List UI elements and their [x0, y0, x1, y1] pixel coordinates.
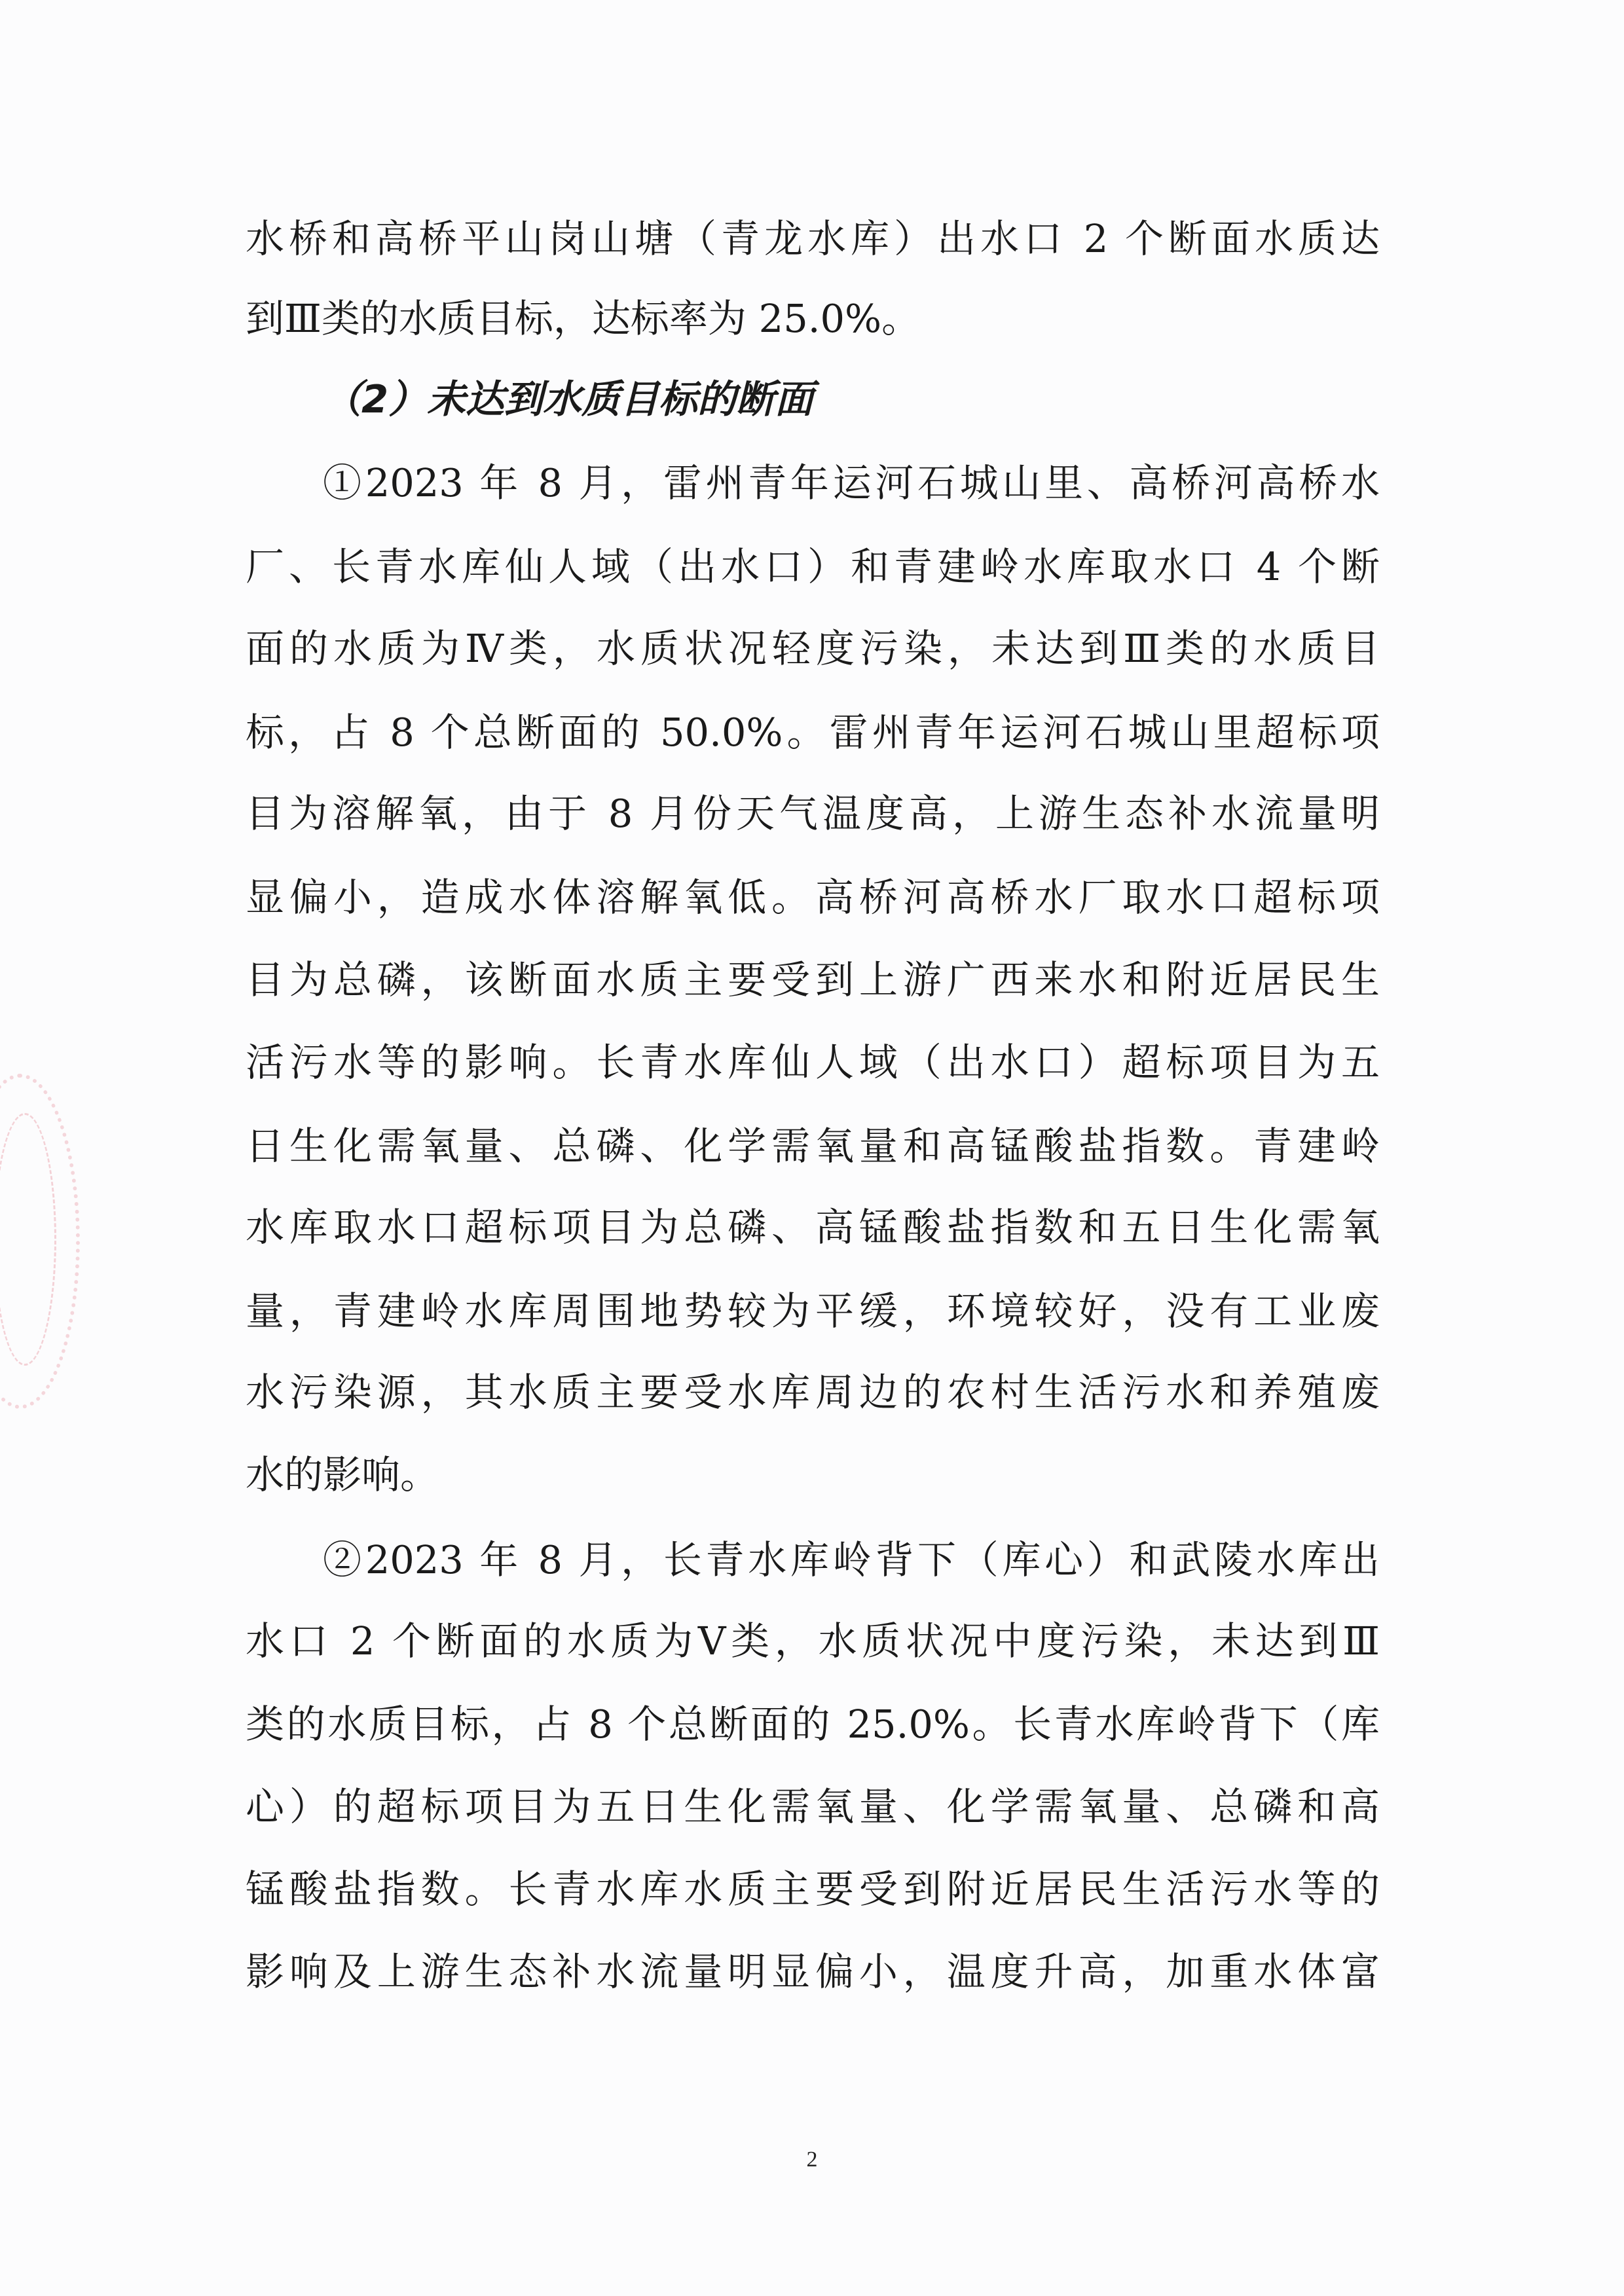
text-line: 到Ⅲ类的水质目标，达标率为 25.0%。: [246, 296, 921, 341]
text-line: 活污水等的影响。长青水库仙人域（出水口）超标项目为五: [246, 1040, 1380, 1085]
text-line: 锰酸盐指数。长青水库水质主要受到附近居民生活污水等的: [246, 1867, 1380, 1912]
text-line: 目为总磷，该断面水质主要受到上游广西来水和附近居民生: [246, 957, 1380, 1002]
text-line: 目为溶解氧，由于 8 月份天气温度高，上游生态补水流量明: [246, 791, 1380, 836]
text-line: 水的影响。: [246, 1452, 439, 1497]
page-number: 2: [806, 2147, 818, 2172]
text-line: 日生化需氧量、总磷、化学需氧量和高锰酸盐指数。青建岭: [246, 1123, 1380, 1169]
text-line: 水桥和高桥平山岗山塘（青龙水库）出水口 2 个断面水质达: [246, 216, 1380, 261]
text-line: 类的水质目标，占 8 个总断面的 25.0%。长青水库岭背下（库: [246, 1702, 1380, 1747]
paragraph-first-line: ②2023 年 8 月，长青水库岭背下（库心）和武陵水库出: [323, 1537, 1380, 1582]
text-line: 水口 2 个断面的水质为Ⅴ类，水质状况中度污染，未达到Ⅲ: [246, 1618, 1380, 1664]
text-line: 标，占 8 个总断面的 50.0%。雷州青年运河石城山里超标项: [246, 710, 1380, 755]
text-line: 心）的超标项目为五日生化需氧量、化学需氧量、总磷和高: [246, 1784, 1380, 1829]
text-line: 水库取水口超标项目为总磷、高锰酸盐指数和五日生化需氧: [246, 1205, 1380, 1250]
text-line: 影响及上游生态补水流量明显偏小，温度升高，加重水体富: [246, 1949, 1380, 1994]
text-line: 显偏小，造成水体溶解氧低。高桥河高桥水厂取水口超标项: [246, 875, 1380, 920]
text-line: 厂、长青水库仙人域（出水口）和青建岭水库取水口 4 个断: [246, 544, 1380, 589]
text-line: 水污染源，其水质主要受水库周边的农村生活污水和养殖废: [246, 1370, 1380, 1415]
text-line: 面的水质为Ⅳ类，水质状况轻度污染，未达到Ⅲ类的水质目: [246, 626, 1380, 671]
text-line: 量，青建岭水库周围地势较为平缓，环境较好，没有工业废: [246, 1288, 1380, 1334]
section-heading: （2）未达到水质目标的断面: [323, 376, 814, 422]
paragraph-first-line: ①2023 年 8 月，雷州青年运河石城山里、高桥河高桥水: [323, 460, 1380, 505]
